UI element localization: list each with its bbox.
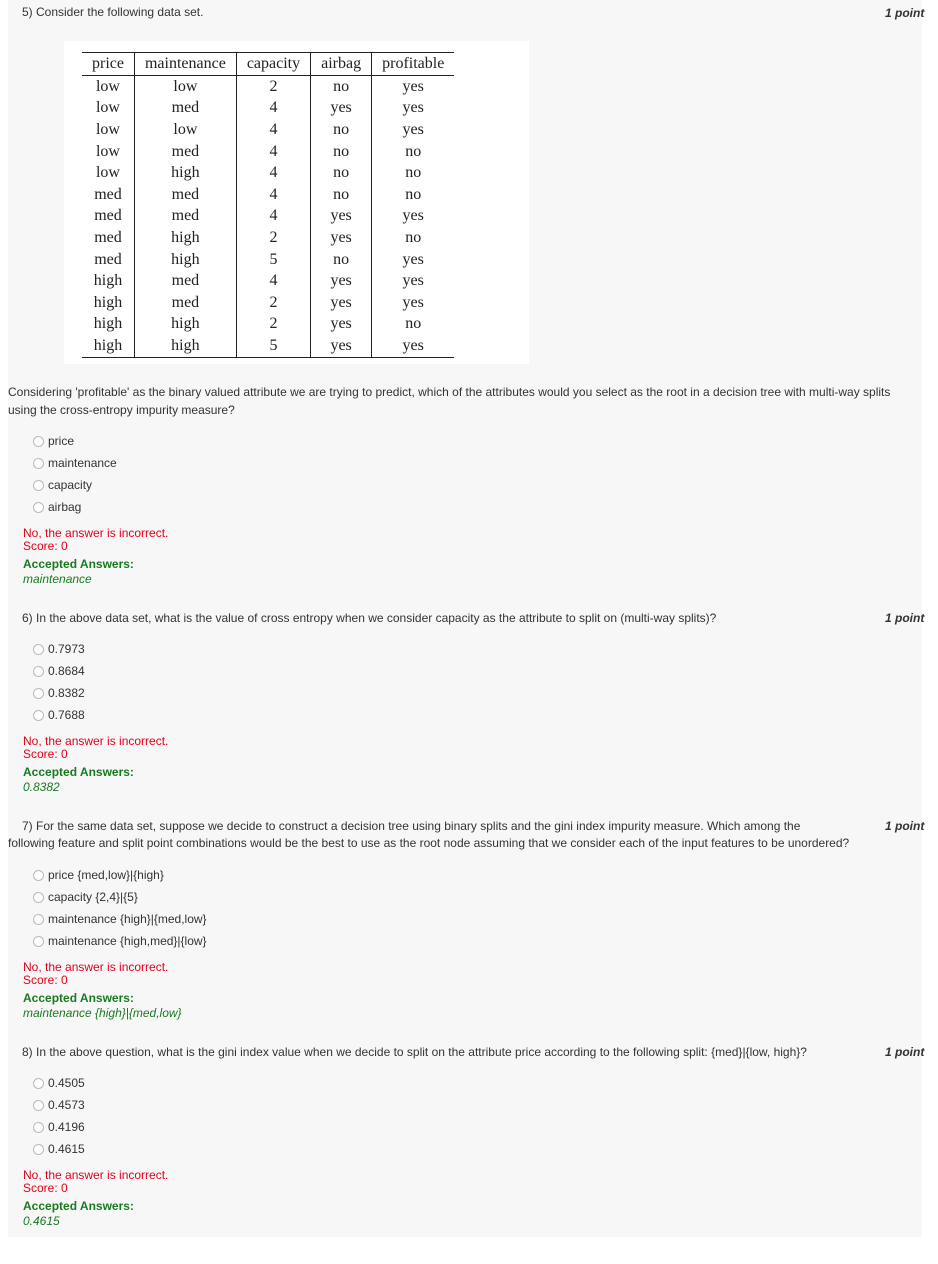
table-cell-maintenance: high <box>134 249 236 271</box>
table-cell-capacity: 4 <box>236 206 310 228</box>
table-row <box>82 119 454 141</box>
table-cell-capacity: 4 <box>236 162 310 184</box>
table-cell-maintenance: med <box>134 141 236 163</box>
q5-feedback <box>23 527 168 553</box>
feedback-message: No, the answer is incorrect. <box>23 526 169 540</box>
table-row <box>82 270 454 292</box>
q8-option-1[interactable]: 0.4505 <box>33 1074 85 1092</box>
table-cell-maintenance: med <box>134 184 236 206</box>
table-cell-airbag: yes <box>311 292 372 314</box>
radio-button[interactable] <box>33 458 44 469</box>
radio-button[interactable] <box>33 502 44 513</box>
q7-header-line2: following feature and split point combinations would be the best to use as the root node assuming that we consider each of the input features to be unordered? <box>8 836 850 850</box>
accepted-answers-label: Accepted Answers: <box>23 1199 134 1213</box>
q8-option-4[interactable]: 0.4615 <box>33 1140 85 1158</box>
q7-accepted <box>23 991 182 1021</box>
q5-points: 1 point <box>885 6 925 20</box>
table-row <box>82 98 454 120</box>
table-cell-profitable: yes <box>372 335 455 357</box>
table-cell-profitable: yes <box>402 272 424 290</box>
accepted-answers-label: Accepted Answers: <box>23 765 134 779</box>
radio-button[interactable] <box>33 914 44 925</box>
table-cell-capacity: 4 <box>236 184 310 206</box>
q6-option-3[interactable]: 0.8382 <box>33 684 85 702</box>
table-cell-price: low <box>82 119 134 141</box>
radio-button[interactable] <box>33 436 44 447</box>
table-row <box>82 76 454 98</box>
table-cell-maintenance: low <box>134 76 236 98</box>
radio-button[interactable] <box>33 1122 44 1133</box>
q6-option-2[interactable]: 0.8684 <box>33 662 85 680</box>
table-cell-maintenance: high <box>134 227 236 249</box>
table-cell-profitable: yes <box>402 99 424 117</box>
table-cell-profitable: no <box>405 142 422 160</box>
table-cell-airbag: no <box>311 162 372 184</box>
table-row <box>82 314 454 336</box>
table-cell-capacity: 5 <box>236 335 310 357</box>
score-text: Score: 0 <box>23 539 68 553</box>
table-row <box>82 141 454 163</box>
table-row <box>82 335 454 357</box>
score-text: Score: 0 <box>23 1181 68 1195</box>
table-cell-capacity: 2 <box>236 227 310 249</box>
feedback-message: No, the answer is incorrect. <box>23 734 169 748</box>
table-cell-price: high <box>82 292 134 314</box>
table-cell-price: high <box>82 314 134 336</box>
col-header-price: price <box>82 53 134 76</box>
q7-option-3[interactable]: maintenance {high}|{med,low} <box>33 910 207 928</box>
accepted-answer: 0.4615 <box>23 1214 60 1228</box>
table-cell-price: low <box>82 141 134 163</box>
radio-button[interactable] <box>33 644 44 655</box>
table-row <box>82 184 454 206</box>
q6-header: 6) In the above data set, what is the value of cross entropy when we consider capacity as the attribute to split on (multi-way splits)? <box>22 611 717 625</box>
table-cell-airbag: no <box>311 249 372 271</box>
table-cell-capacity: 4 <box>236 119 310 141</box>
score-text: Score: 0 <box>23 973 68 987</box>
table-cell-airbag: yes <box>311 227 372 249</box>
col-header-maintenance: maintenance <box>134 53 236 76</box>
data-set-table-image <box>64 41 529 364</box>
table-cell-airbag: yes <box>311 206 372 228</box>
q8-header: 8) In the above question, what is the gini index value when we decide to split on the attribute price according to the following split: {med}|{low, high}? <box>22 1045 807 1059</box>
table-cell-profitable: yes <box>402 120 424 138</box>
table-cell-capacity: 2 <box>236 76 310 98</box>
q6-points: 1 point <box>885 611 925 625</box>
table-cell-maintenance: high <box>134 314 236 336</box>
table-cell-capacity: 4 <box>236 98 310 120</box>
table-cell-price: high <box>82 270 134 292</box>
table-cell-profitable: no <box>405 185 422 203</box>
table-cell-capacity: 4 <box>236 141 310 163</box>
col-header-capacity: capacity <box>236 53 310 76</box>
accepted-answer: maintenance {high}|{med,low} <box>23 1006 182 1020</box>
table-row <box>82 249 454 271</box>
table-cell-profitable: yes <box>402 293 424 311</box>
table-cell-profitable: yes <box>402 250 424 268</box>
table-cell-profitable: no <box>405 228 422 246</box>
table-row <box>82 227 454 249</box>
table-row <box>82 162 454 184</box>
table-cell-airbag: yes <box>311 314 372 336</box>
table-cell-maintenance: low <box>134 119 236 141</box>
q7-option-2[interactable]: capacity {2,4}|{5} <box>33 888 138 906</box>
table-cell-profitable: yes <box>402 77 424 95</box>
table-cell-profitable: yes <box>402 207 424 225</box>
q8-feedback <box>23 1169 168 1195</box>
q5-header: 5) Consider the following data set. <box>22 5 204 19</box>
q5-accepted <box>23 557 134 587</box>
radio-button[interactable] <box>33 480 44 491</box>
q5-option-capacity[interactable]: capacity <box>33 476 92 494</box>
table-cell-capacity: 5 <box>236 249 310 271</box>
q6-option-4[interactable]: 0.7688 <box>33 706 85 724</box>
table-cell-price: med <box>82 227 134 249</box>
table-cell-capacity: 2 <box>236 314 310 336</box>
q7-option-4[interactable]: maintenance {high,med}|{low} <box>33 932 207 950</box>
feedback-message: No, the answer is incorrect. <box>23 960 169 974</box>
col-header-airbag: airbag <box>311 53 372 76</box>
table-cell-maintenance: high <box>134 335 236 357</box>
q6-feedback <box>23 735 168 761</box>
q5-question-text: Considering 'profitable' as the binary valued attribute we are trying to predict, which of the attributes would you select as the root in a decision tree with multi-way splits using the cross-entropy impurity measure? <box>8 385 891 417</box>
table-cell-capacity: 2 <box>236 292 310 314</box>
radio-button[interactable] <box>33 892 44 903</box>
q6-accepted <box>23 765 134 795</box>
table-cell-airbag: no <box>311 119 372 141</box>
radio-button[interactable] <box>33 666 44 677</box>
table-row <box>82 292 454 314</box>
radio-button[interactable] <box>33 710 44 721</box>
table-cell-maintenance: med <box>134 292 236 314</box>
table-cell-airbag: yes <box>311 335 372 357</box>
table-cell-price: med <box>82 184 134 206</box>
accepted-answer: 0.8382 <box>23 780 60 794</box>
radio-button[interactable] <box>33 688 44 699</box>
table-header-row <box>82 53 454 76</box>
q8-option-3[interactable]: 0.4196 <box>33 1118 85 1136</box>
accepted-answer: maintenance <box>23 572 92 586</box>
radio-button[interactable] <box>33 1100 44 1111</box>
accepted-answers-label: Accepted Answers: <box>23 991 134 1005</box>
table-cell-price: low <box>82 76 134 98</box>
q7-points: 1 point <box>885 819 925 833</box>
q6-option-1[interactable]: 0.7973 <box>33 640 85 658</box>
q8-points: 1 point <box>885 1045 925 1059</box>
radio-button[interactable] <box>33 870 44 881</box>
radio-button[interactable] <box>33 1078 44 1089</box>
table-cell-maintenance: med <box>134 206 236 228</box>
table-cell-airbag: no <box>311 76 372 98</box>
feedback-message: No, the answer is incorrect. <box>23 1168 169 1182</box>
table-cell-airbag: no <box>311 141 372 163</box>
q7-header-line1: 7) For the same data set, suppose we decide to construct a decision tree using binary splits and the gini index impurity measure. Which among the <box>22 819 801 833</box>
data-set-table <box>82 52 454 358</box>
accepted-answers-label: Accepted Answers: <box>23 557 134 571</box>
score-text: Score: 0 <box>23 747 68 761</box>
q7-option-1[interactable]: price {med,low}|{high} <box>33 866 164 884</box>
table-cell-price: med <box>82 249 134 271</box>
table-cell-profitable: no <box>405 315 422 333</box>
table-cell-maintenance: high <box>134 162 236 184</box>
table-cell-price: high <box>82 335 134 357</box>
q7-feedback <box>23 961 168 987</box>
q8-option-2[interactable]: 0.4573 <box>33 1096 85 1114</box>
q5-option-price[interactable]: price <box>33 432 74 450</box>
radio-button[interactable] <box>33 1144 44 1155</box>
table-cell-price: low <box>82 162 134 184</box>
radio-button[interactable] <box>33 936 44 947</box>
table-row <box>82 206 454 228</box>
table-cell-maintenance: med <box>134 270 236 292</box>
table-cell-capacity: 4 <box>236 270 310 292</box>
table-cell-price: low <box>82 98 134 120</box>
q8-accepted <box>23 1199 134 1229</box>
col-header-profitable: profitable <box>372 53 455 76</box>
q5-option-airbag[interactable]: airbag <box>33 498 81 516</box>
table-cell-price: med <box>82 206 134 228</box>
table-cell-maintenance: med <box>134 98 236 120</box>
q5-option-maintenance[interactable]: maintenance <box>33 454 117 472</box>
table-cell-airbag: yes <box>311 98 372 120</box>
table-cell-airbag: no <box>311 184 372 206</box>
table-cell-profitable: no <box>405 164 422 182</box>
table-cell-airbag: yes <box>311 270 372 292</box>
